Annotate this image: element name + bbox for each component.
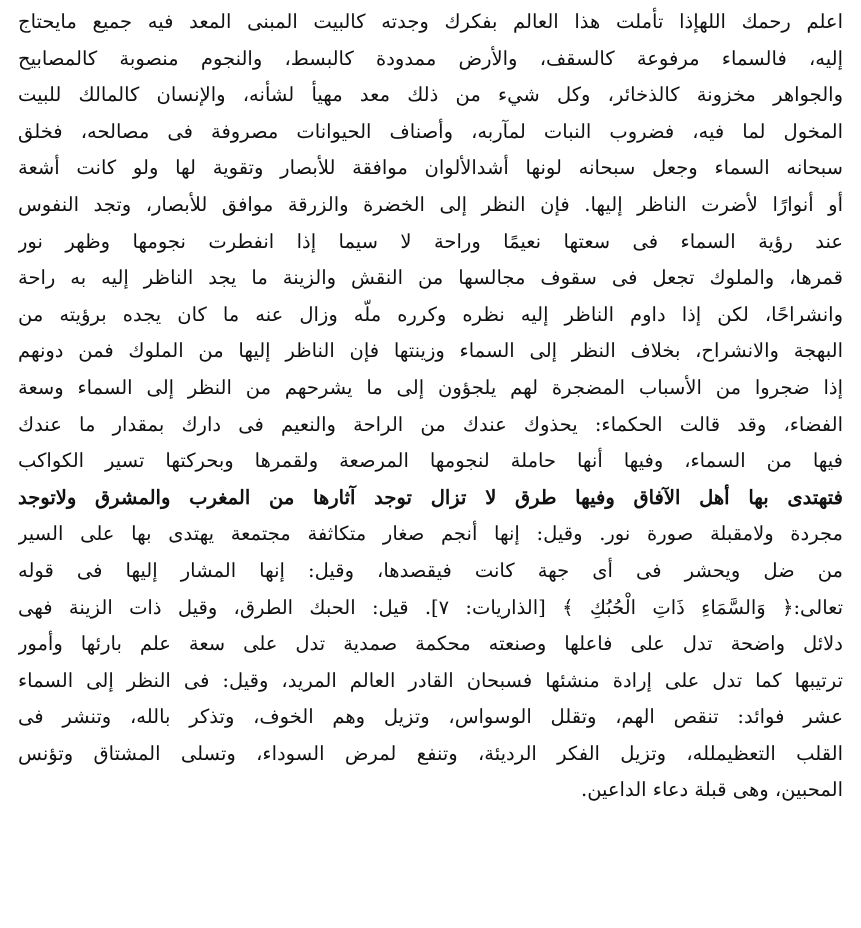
text-line-13: فيها من السماء، وفيها أنها حاملة لنجومها المرصعة ولقمرها وبحركتها تسير الكواكب bbox=[18, 449, 843, 473]
text-line-19: ترتيبها كما تدل على إرادة منشئها فسبحان القادر العالم المريد، وقيل: فى النظر إلى السماء bbox=[18, 668, 843, 692]
text-line-20: عشر فوائد: تنقص الهم، وتقلل الوسواس، وتزيل وهم الخوف، وتذكر بالله، وتنشر فى bbox=[18, 705, 843, 729]
text-line-21: القلب التعظيملله، وتزيل الفكر الرديئة، وتنفع لمرض السوداء، وتسلى المشتاق وتؤنس bbox=[18, 741, 843, 765]
text-line-3: والجواهر مخزونة كالذخائر، وكل شيء من ذلك معد مهيأ لشأنه، والإنسان كالمالك للبيت bbox=[18, 83, 843, 107]
text-line-16: من ضل ويحشر فى أى جهة كانت فيقصدها، وقيل: إنها المشار إليها فى قوله bbox=[18, 558, 843, 582]
text-line-14: فتهتدى بها أهل الآفاق وفيها طرق لا تزال توجد آثارها من المغرب والمشرق ولاتوجد bbox=[18, 485, 843, 509]
text-line-6: أو أنوارًا لأضرت الناظر إليها. فإن النظر إلى الخضرة والزرقة موافق للأبصار، وتجد النفوس bbox=[18, 192, 843, 216]
text-line-10: البهجة والانشراح، بخلاف النظر إلى السماء وزينتها فإن الناظر إليها من الملوك فمن دونهم bbox=[18, 339, 843, 363]
text-line-4: المخول لما فيه، فضروب النبات لمآربه، وأصناف الحيوانات مصروفة فى مصالحه، فخلق bbox=[18, 119, 843, 143]
text-line-7: عند رؤية السماء فى سعتها نعيمًا وراحة لا سيما إذا انفطرت نجومها وظهر نور bbox=[18, 229, 843, 253]
text-line-2: إليه، فالسماء مرفوعة كالسقف، والأرض ممدودة كالبسط، والنجوم منصوبة كالمصابيح bbox=[18, 46, 843, 70]
text-line-22: المحبين، وهى قبلة دعاء الداعين. bbox=[581, 778, 843, 802]
text-line-18: دلائل واضحة تدل على فاعلها وصنعته محكمة صمدية تدل على سعة علم بارئها وأمور bbox=[18, 632, 843, 656]
text-line-1: اعلم رحمك اللهإذا تأملت هذا العالم بفكرك وجدته كالبيت المبنى المعد فيه جميع مايحتاج bbox=[18, 10, 843, 33]
text-line-12: الفضاء، وقد قالت الحكماء: يحذوك عندك من الراحة والنعيم فى دارك بمقدار ما عندك bbox=[18, 412, 843, 436]
text-line-11: إذا ضجروا من الأسباب المضجرة لهم يلجؤون إلى ما يشرحهم من النظر إلى السماء وسعة bbox=[18, 375, 843, 399]
text-line-15: مجردة ولامقبلة صورة نور. وقيل: إنها أنجم صغار متكاثفة مجتمعة يهتدى بها على السير bbox=[18, 522, 843, 546]
text-line-5: سبحانه السماء وجعل سبحانه لونها أشدالألوان موافقة للأبصار وتقوية لها ولو كانت أشعة bbox=[18, 156, 843, 180]
text-line-9: وانشراحًا، لكن إذا داوم الناظر إليه نظره وكرره ملّه وزال عنه ما كان يجده برؤيته من bbox=[18, 302, 843, 326]
text-line-17-quran-verse: تعالى:﴿ وَالسَّمَاءِ ذَاتِ الْحُبُكِ ﴾ [الذاريات: ٧]. قيل: الحبك الطرق، وقيل ذات الزينة فهى bbox=[18, 595, 843, 619]
text-line-8: قمرها، والملوك تجعل فى سقوف مجالسها من النقش والزينة ما يجد الناظر إليه به راحة bbox=[18, 266, 843, 290]
